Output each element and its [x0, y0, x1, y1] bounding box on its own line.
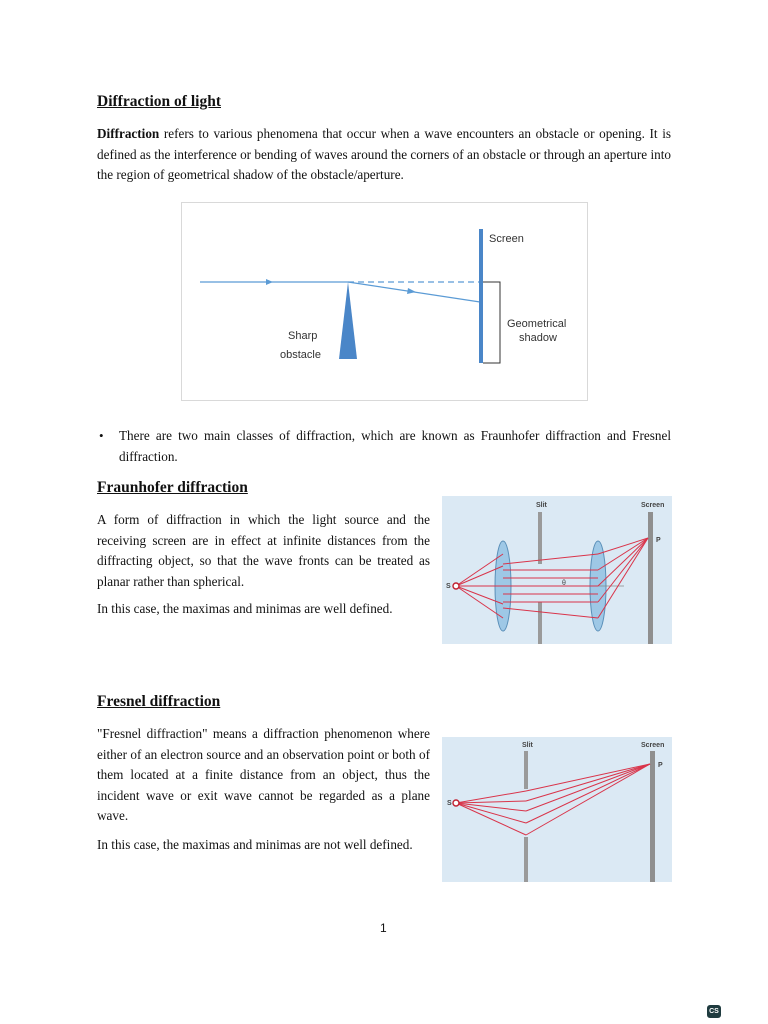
fresnel-rays [456, 764, 650, 835]
fraunhofer-summary: In this case, the maximas and minimas are well defined. [97, 601, 393, 616]
intro-term: Diffraction [97, 126, 160, 141]
fraunhofer-diagram [442, 496, 672, 644]
fraunhofer-diagram-svg [442, 496, 672, 644]
fraunhofer-point-label: P [656, 537, 661, 544]
fresnel-heading: Fresnel diffraction [97, 693, 221, 710]
obstacle-diagram-svg [182, 203, 587, 400]
shadow-label-2: shadow [519, 332, 557, 344]
bullet-text: There are two main classes of diffraction, which are known as Fraunhofer diffraction and Fresnel diffraction. [119, 428, 671, 464]
fresnel-screen-label: Screen [641, 742, 665, 749]
screen-bar [479, 229, 483, 363]
fraunhofer-source-point [453, 583, 459, 589]
camscanner-badge: CS [707, 1005, 721, 1018]
angle-label: θ [562, 580, 566, 587]
shadow-label-1: Geometrical [507, 318, 567, 330]
screen-label: Screen [489, 233, 524, 245]
fraunhofer-screen-label: Screen [641, 502, 665, 509]
fraunhofer-paragraph: A form of diffraction in which the light source and the receiving screen are in effect at infinite distances from the diffracting object, so that the wave fronts can be treated as planar rather than spherical. [97, 512, 430, 589]
diffracted-arrow [407, 288, 416, 294]
fresnel-summary: In this case, the maximas and minimas are not well defined. [97, 837, 413, 852]
bullet-marker: • [99, 428, 104, 443]
obstacle-diagram [181, 202, 588, 401]
fraunhofer-rays [456, 538, 648, 618]
obstacle-label-2: obstacle [280, 349, 321, 361]
fresnel-source-label: S [447, 800, 452, 807]
fresnel-slit-label: Slit [522, 742, 533, 749]
intro-paragraph [97, 124, 671, 186]
fresnel-slit-bottom [524, 837, 528, 882]
slit-plate-top [538, 512, 542, 564]
fraunhofer-heading: Fraunhofer diffraction [97, 479, 248, 496]
fresnel-diagram [442, 737, 672, 882]
fresnel-source-point [453, 800, 459, 806]
slit-plate-bottom [538, 602, 542, 644]
fresnel-screen [650, 751, 655, 882]
page-number: 1 [380, 921, 387, 935]
obstacle-label-1: Sharp [288, 330, 318, 342]
page-title: Diffraction of light [97, 93, 221, 110]
fraunhofer-slit-label: Slit [536, 502, 547, 509]
incident-arrow [266, 279, 273, 285]
intro-text: refers to various phenomena that occur when a wave encounters an obstacle or opening. It is defined as the interference or bending of waves around the corners of an obstacle or through an aperture into the region of geometrical shadow of the obstacle/aperture. [97, 126, 671, 182]
fraunhofer-screen [648, 512, 653, 644]
sharp-obstacle [339, 282, 357, 359]
fraunhofer-source-label: S [446, 583, 451, 590]
fresnel-slit-top [524, 751, 528, 789]
fresnel-paragraph: "Fresnel diffraction" means a diffraction phenomenon where either of an electron source and an observation point or both of them located at a finite distance from an object, thus the incident wave or exit wave cannot be regarded as a plane wave. [97, 726, 430, 823]
fresnel-point-label: P [658, 762, 663, 769]
shadow-bracket [483, 282, 500, 363]
fresnel-diagram-svg [442, 737, 672, 882]
